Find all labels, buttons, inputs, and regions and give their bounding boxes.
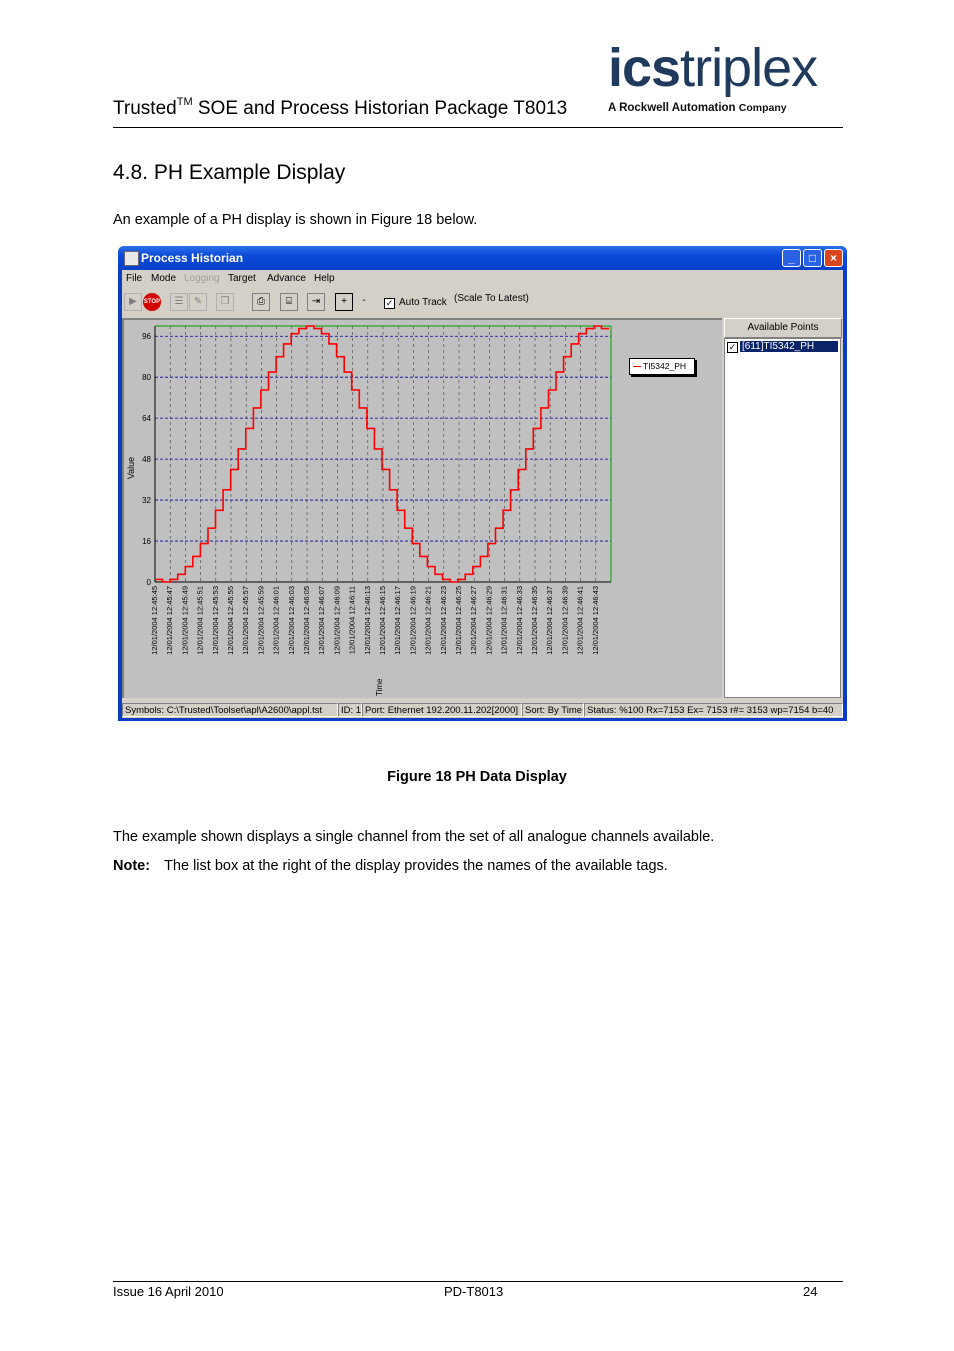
- x-tick-label: 12/01/2004 12:46:17: [393, 586, 403, 655]
- intro-paragraph: An example of a PH display is shown in Figure 18 below.: [113, 212, 478, 228]
- y-tick-label: 64: [142, 414, 151, 424]
- status-bar: [122, 702, 843, 718]
- menu-logging[interactable]: Logging: [184, 273, 220, 284]
- import-button[interactable]: ⇥: [307, 293, 325, 311]
- x-tick-label: 12/01/2004 12:46:19: [408, 586, 418, 655]
- header-title-post: SOE and Process Historian Package T8013: [192, 98, 568, 119]
- point-checkbox[interactable]: ✓: [728, 342, 737, 352]
- x-tick-label: 12/01/2004 12:45:55: [226, 586, 235, 655]
- header-title-pre: Trusted: [113, 98, 177, 119]
- auto-track-checkbox[interactable]: ✓: [385, 298, 394, 308]
- plot-panel: [122, 318, 722, 698]
- footer-rule: [113, 1281, 843, 1282]
- close-button[interactable]: ×: [824, 249, 843, 267]
- y-tick-label: 80: [142, 373, 151, 383]
- x-tick-label: 12/01/2004 12:46:11: [347, 586, 357, 655]
- status-id: ID: 1: [338, 703, 362, 717]
- auto-track-label: Auto Track: [399, 297, 447, 308]
- status-sort: Sort: By Time: [522, 703, 584, 717]
- x-tick-label: 12/01/2004 12:46:21: [423, 586, 433, 655]
- available-points-list[interactable]: [724, 338, 841, 698]
- x-tick-label: 12/01/2004 12:46:41: [575, 586, 585, 655]
- footer-doc-id: PD-T8013: [444, 1284, 504, 1299]
- menu-help[interactable]: Help: [314, 273, 335, 284]
- chart-legend: [629, 358, 695, 375]
- x-tick-label: 12/01/2004 12:46:13: [362, 586, 372, 655]
- note-paragraph: [113, 858, 668, 874]
- logo-light-text: triplex: [680, 38, 818, 98]
- footer-issue: Issue 16 April 2010: [113, 1284, 224, 1299]
- x-tick-label: 12/01/2004 12:46:15: [378, 586, 387, 655]
- x-tick-label: 12/01/2004 12:45:47: [165, 586, 175, 655]
- x-tick-label: 12/01/2004 12:45:59: [256, 586, 266, 655]
- legend-label: TI5342_PH: [643, 361, 686, 371]
- network-button[interactable]: ⌸: [280, 293, 298, 311]
- chart-svg: [124, 320, 722, 698]
- x-tick-label: 12/01/2004 12:46:01: [271, 586, 281, 655]
- print-button[interactable]: ⎙: [252, 293, 270, 311]
- x-tick-label: 12/01/2004 12:45:51: [195, 586, 205, 655]
- menu-target[interactable]: Target: [228, 273, 256, 284]
- y-tick-label: 0: [146, 578, 151, 587]
- x-tick-label: 12/01/2004 12:45:49: [180, 586, 190, 655]
- legend-swatch: [633, 366, 641, 367]
- zoom-out-button[interactable]: -: [355, 293, 373, 311]
- process-historian-window: [118, 246, 847, 721]
- window-client-area: [122, 270, 843, 718]
- note-text: The list box at the right of the display provides the names of the available tags.: [164, 858, 668, 874]
- x-tick-label: 12/01/2004 12:46:35: [530, 586, 539, 655]
- logo-tagline: A Rockwell Automation: [608, 102, 736, 114]
- x-tick-label: 12/01/2004 12:46:37: [545, 586, 555, 655]
- document-header-title: [113, 95, 568, 120]
- zoom-in-button[interactable]: +: [335, 293, 353, 311]
- section-heading: 4.8. PH Example Display: [113, 161, 346, 184]
- y-tick-label: 48: [142, 455, 151, 465]
- note-label: Note:: [113, 858, 151, 874]
- status-port: Port: Ethernet 192.200.11.202[2000]: [362, 703, 522, 717]
- maximize-button[interactable]: □: [803, 249, 822, 267]
- x-tick-label: 12/01/2004 12:46:27: [469, 586, 479, 655]
- x-tick-label: 12/01/2004 12:46:31: [499, 586, 509, 655]
- menu-advance[interactable]: Advance: [267, 273, 306, 284]
- x-tick-label: 12/01/2004 12:45:53: [210, 586, 220, 655]
- y-tick-label: 16: [142, 537, 151, 547]
- x-tick-label: 12/01/2004 12:45:45: [150, 586, 159, 655]
- header-title-sup: TM: [176, 95, 193, 108]
- menu-bar: [122, 270, 843, 288]
- x-tick-label: 12/01/2004 12:46:33: [514, 586, 524, 655]
- x-tick-label: 12/01/2004 12:46:25: [454, 586, 463, 655]
- x-tick-label: 12/01/2004 12:46:43: [590, 586, 600, 655]
- available-points-header[interactable]: Available Points: [724, 318, 842, 338]
- edit-button[interactable]: ✎: [189, 293, 207, 311]
- list-view-button[interactable]: ☰: [170, 293, 188, 311]
- y-tick-label: 96: [142, 332, 151, 342]
- point-label: [611]TI5342_PH: [740, 341, 838, 352]
- header-rule: [113, 127, 843, 128]
- scale-label: (Scale To Latest): [454, 293, 529, 304]
- copy-button[interactable]: ❐: [216, 293, 234, 311]
- figure-caption: Figure 18 PH Data Display: [387, 769, 567, 785]
- x-tick-label: 12/01/2004 12:46:09: [332, 586, 342, 655]
- status-symbols: Symbols: C:\Trusted\Toolset\apl\A2600\appl.tst: [122, 703, 338, 717]
- company-logo: [608, 40, 844, 114]
- y-tick-label: 32: [142, 496, 151, 506]
- x-tick-label: 12/01/2004 12:45:57: [241, 586, 251, 655]
- x-tick-label: 12/01/2004 12:46:23: [438, 586, 448, 655]
- body-paragraph: The example shown displays a single channel from the set of all analogue channels available.: [113, 829, 715, 845]
- app-icon: [124, 251, 139, 266]
- x-tick-label: 12/01/2004 12:46:39: [560, 586, 570, 655]
- window-titlebar[interactable]: [118, 246, 847, 270]
- x-axis-label: Time: [375, 678, 384, 696]
- footer-page-number: 24: [803, 1284, 818, 1299]
- logo-company: Company: [738, 102, 787, 114]
- menu-mode[interactable]: Mode: [151, 273, 177, 284]
- y-axis-label: Value: [126, 456, 136, 480]
- minimize-button[interactable]: _: [782, 249, 801, 267]
- x-tick-label: 12/01/2004 12:46:05: [302, 586, 311, 655]
- x-tick-label: 12/01/2004 12:46:03: [286, 586, 296, 655]
- menu-file[interactable]: File: [126, 273, 143, 284]
- play-button[interactable]: ▶: [124, 293, 142, 311]
- x-tick-label: 12/01/2004 12:46:29: [484, 586, 494, 655]
- status-stats: Status: %100 Rx=7153 Ex= 7153 r#= 3153 wp=7154 b=40: [584, 703, 843, 717]
- x-tick-label: 12/01/2004 12:46:07: [317, 586, 327, 655]
- toolbar: [122, 290, 843, 316]
- logo-bold-text: ics: [608, 38, 681, 98]
- stop-button[interactable]: STOP: [143, 293, 161, 311]
- window-title: Process Historian: [141, 251, 244, 265]
